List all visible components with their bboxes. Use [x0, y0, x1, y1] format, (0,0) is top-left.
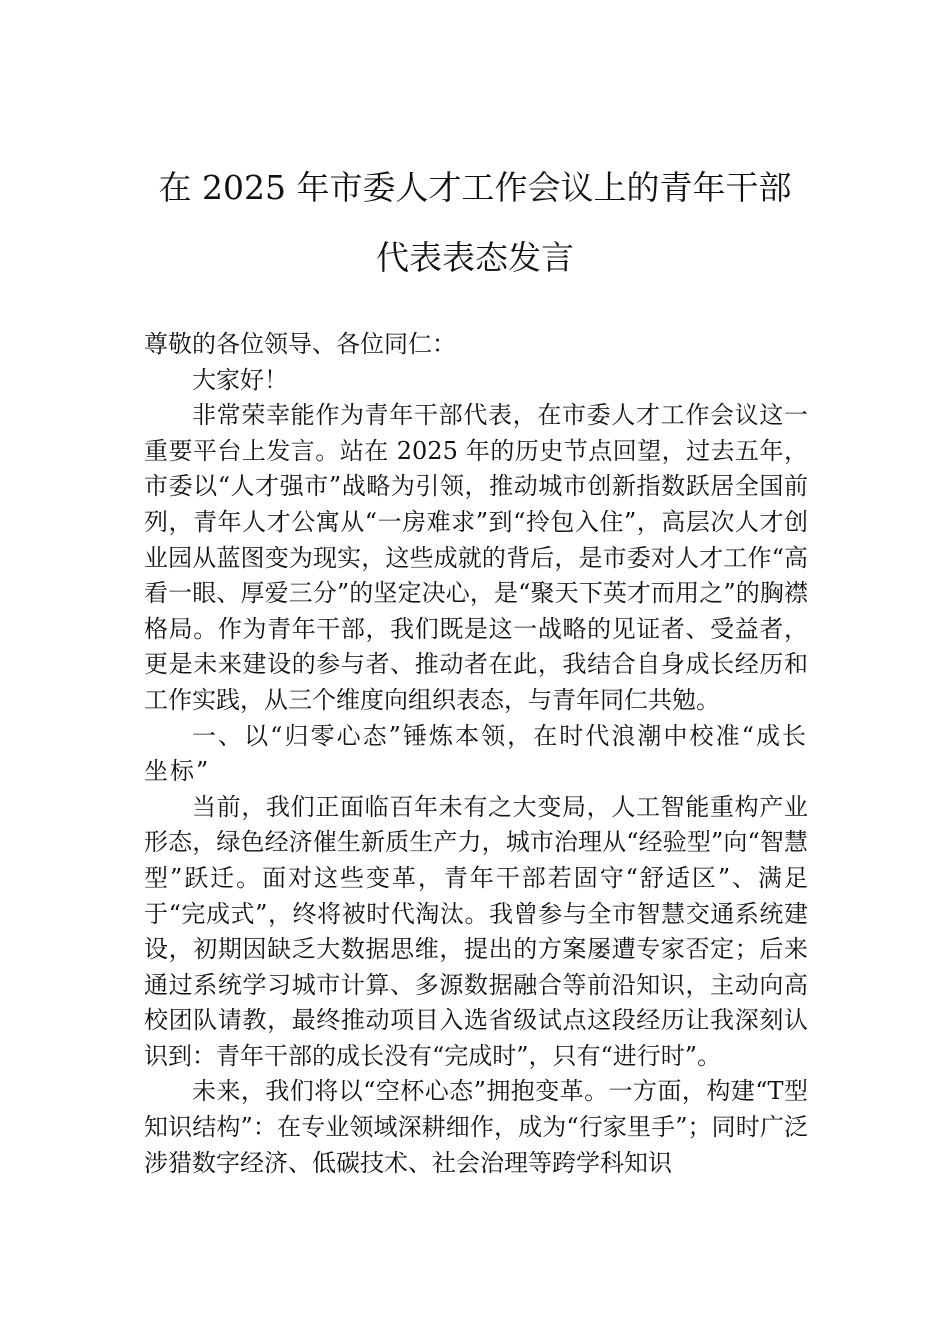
document-title-line-2: 代表表态发言: [376, 238, 574, 277]
paragraph-current-situation: 当前，我们正面临百年未有之大变局，人工智能重构产业形态，绿色经济催生新质生产力，城市治理从“经验型”向“智慧型”跃迁。面对这些变革，青年干部若固守“舒适区”、满足于“完成式”，终将被时代淘汰。我曾参与全市智慧交通系统建设，初期因缺乏大数据思维，提出的方案屡遭专家否定；后来通过系统学习城市计算、多源数据融合等前沿知识，主动向高校团队请教，最终推动项目入选省级试点这段经历让我深刻认识到：青年干部的成长没有“完成时”，只有“进行时”。: [144, 792, 808, 1070]
document-body: [144, 327, 808, 1181]
paragraph-future: 未来，我们将以“空杯心态”拥抱变革。一方面，构建“T型知识结构”：在专业领域深耕细作，成为“行家里手”；同时广泛涉猎数字经济、低碳技术、社会治理等跨学科知识: [144, 1077, 808, 1177]
paragraph-intro: 非常荣幸能作为青年干部代表，在市委人才工作会议这一重要平台上发言。站在 2025 年的历史节点回望，过去五年，市委以“人才强市”战略为引领，推动城市创新指数跃居全国前列，青年人才公寓从“一房难求”到“拎包入住”，高层次人才创业园从蓝图变为现实，这些成就的背后，是市委对人才工作“高看一眼、厚爱三分”的坚定决心，是“聚天下英才而用之”的胸襟格局。作为青年干部，我们既是这一战略的见证者、受益者，更是未来建设的参与者、推动者在此，我结合自身成长经历和工作实践，从三个维度向组织表态，与青年同仁共勉。: [144, 401, 808, 714]
document-title-line-1: 在 2025 年市委人才工作会议上的青年干部: [158, 168, 792, 207]
greeting: 大家好！: [192, 365, 288, 394]
salutation: 尊敬的各位领导、各位同仁：: [144, 330, 456, 358]
section-heading-1: 一、以“归零心态”锤炼本领，在时代浪潮中校准“成长坐标”: [144, 721, 808, 786]
